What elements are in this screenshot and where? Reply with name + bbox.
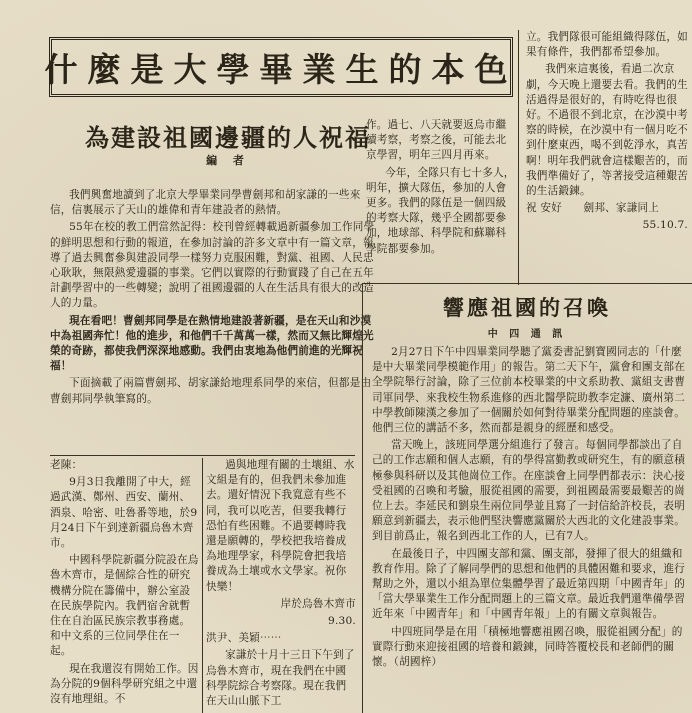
continuation-paragraph: 立。我們隊很可能組織得隊伍，如果有條件，我們都希望參加。 (526, 31, 688, 59)
article-intro (50, 188, 378, 450)
letter-paragraph: 過與地理有關的土壤組、水文組是有的，但我們未參加進去。還好情況下我寬意有些不同，我可以吃苦，但要我轉行恐怕有些困難。不過要轉時我還是願轉的，學校把我培養成為地理學家，科學院會把我培養成為土壤或水文學家。祝你快樂！ (206, 459, 355, 593)
article-byline: 編 者 (206, 154, 250, 167)
continuation-paragraph: 作。過七、八天就要返烏市繼續考察，考察之後，可能去北京學習，明年三四月再來。 (366, 119, 507, 162)
letter-salutation: 老陳： (50, 459, 83, 471)
article-paragraph: 2月27日下午中四畢業同學聽了黨委書記劉寶國同志的「什麼是中大畢業同學模範作用」的報告。第二天下午，黨會和團支部在全學院舉行討論，除了三位前本校畢業的中文系助教、黨組支書曹司軍同學、來我校生物系進修的西北醫學院助教李定濂、廣州第二中學教師陳漢之參加了一個關於如何對待畢業分配問題的座談會。他們三位的講話不多，然而都是親身的經歷和感受。 (372, 346, 686, 435)
letter-signature: 岸於烏魯木齊市 (280, 597, 356, 610)
letter-continuation (526, 30, 688, 280)
article-byline: 中 四 通 訊 (487, 329, 567, 340)
column-rule (202, 458, 203, 713)
article-paragraph: 在最後日子，中四團支部和黨、團支部，發揮了很大的組織和教育作用。除了了解同學們的思想和他們的具體困難和要求，進行幫助之外，還以小組為單位集體學習了最近第四期「中國青年」的「當大學畢業生工作分配問題上的三篇文章。最近我們還準備學習近年來「中國青年」和「中國青年報」上的有關文章與報告。 (372, 547, 686, 621)
article-paragraph: 當天晚上，該班同學選分組進行了發言。每個同學都談出了自己的工作志願和個人志願，有的學得富勤教或研究生，有的願意積極參與科研以及其他崗位工作。在座談會上同學們都表示：決心接受祖國的召喚和考驗，服從祖國的需要，到祖國最需要最艱苦的崗位上去。李延民和劉泉生兩位同學並且寫了一封信給許校長，表明願意到新疆去，表示他們堅決響應黨關於大西北的文化建設事業。到目前爲止，報名到西北工作的人，已有7人。 (372, 439, 686, 543)
section-divider (50, 455, 355, 456)
article-title: 響應祖國的召喚 (443, 295, 611, 320)
letter-paragraph: 家謙於十月十三日下午到了烏魯木齊市，現在我們在中國科學院綜合考察隊。現在我們在天山山脈下工 (206, 649, 355, 708)
banner-headline: 什麼是大學畢業生的本色 (44, 49, 518, 89)
letter-column-2 (206, 458, 356, 713)
intro-paragraph: 現在看吧！曹劍邦同學是在熱情地建設著新疆，是在天山和沙漠中為祖國奔忙！他的進步，和他們千千萬萬一樣，然而又無比輝煌光榮的奇跡，都使我們深深地感動。我們由衷地為他們前進的光輝祝福！ (50, 314, 374, 373)
intro-paragraph: 我們興奮地讀到了北京大學畢業同學曹劍邦和胡家謙的一些來信，信裏展示了天山的雄偉和青年建設者的熱情。 (50, 189, 361, 217)
article-continuation (366, 118, 516, 280)
article-title: 為建設祖國邊疆的人祝福 (85, 123, 371, 152)
letter-paragraph: 9月3日我離開了中大，經過武漢、鄭州、西安、蘭州、酒泉、哈密、吐魯番等地，於9月24日下午到達新疆烏魯木齊市。 (50, 476, 198, 550)
letter-date: 55.10.7. (642, 219, 688, 232)
letter-closing: 祝 安好 劍邦、家謙同上 (526, 202, 660, 215)
banner-headline-box (44, 37, 518, 97)
letter-paragraph: 中國科學院新疆分院設在烏魯木齊市，是個綜合性的研究機構分院在籌備中，辦公室設在民族學院內。我們宿舍就暫住在自治區民族宗教事務處。和中文系的三位同學住在一起。 (50, 554, 199, 658)
letter-paragraph: 洪尹、美穎⋯⋯ (206, 632, 282, 645)
intro-paragraph: 下面摘載了兩篇曹劍邦、胡家謙給地理系同學的來信，但都是由曹劍邦同學執筆寫的。 (50, 377, 372, 405)
letter-column-1 (50, 458, 200, 713)
continuation-paragraph: 今年，全隊只有七十多人，明年，擴大隊伍，參加的人會更多。我們的隊伍是一個四級的考察大隊，幾乎全國都要參加，地球部、科學院和蘇聯科學院都要參加。 (366, 166, 515, 255)
letter-date: 9.30. (328, 615, 356, 628)
intro-paragraph: 55年在校的教工們當然記得：校刊曾經轉載過新疆參加工作同學的鮮明思想和行動的報道，在參加討論的許多文章中有一篇文章，報導了過去興奮參與建設同學一樣努力克服困難，對黨、祖國、人民忠心耿耿，無限熱愛邊疆的事業。它們以實際的行動實踐了自己在五年計劃學習中的一些轉變；說明了祖國邊疆的人在生活具有很大的改造人的力量。 (50, 221, 375, 310)
continuation-paragraph: 我們來這裏後，看過二次京劇，今天晚上還要去看。我們的生活過得是很好的，有時吃得也很好。不過很不到北京，在沙漠中考察的時候，在沙漠中有一個月吃不到什麼東西，喝不到乾淨水，真苦啊！明年我們就會這樣艱苦的，而我們準備好了，等著接受這種艱苦的生活鍛鍊。 (526, 63, 688, 198)
article-body (372, 345, 686, 713)
article-paragraph: 中四班同學是在用「積極地響應祖國召喚，服從祖國分配」的實際行動來迎接祖國的培養和鍛鍊，同時答覆校長和老師們的關懷。（胡國梓） (372, 625, 683, 669)
column-rule (518, 30, 519, 285)
letter-paragraph: 現在我還沒有開始工作。因為分院的9個科學研究組之中還沒有地理組。不 (50, 662, 199, 706)
